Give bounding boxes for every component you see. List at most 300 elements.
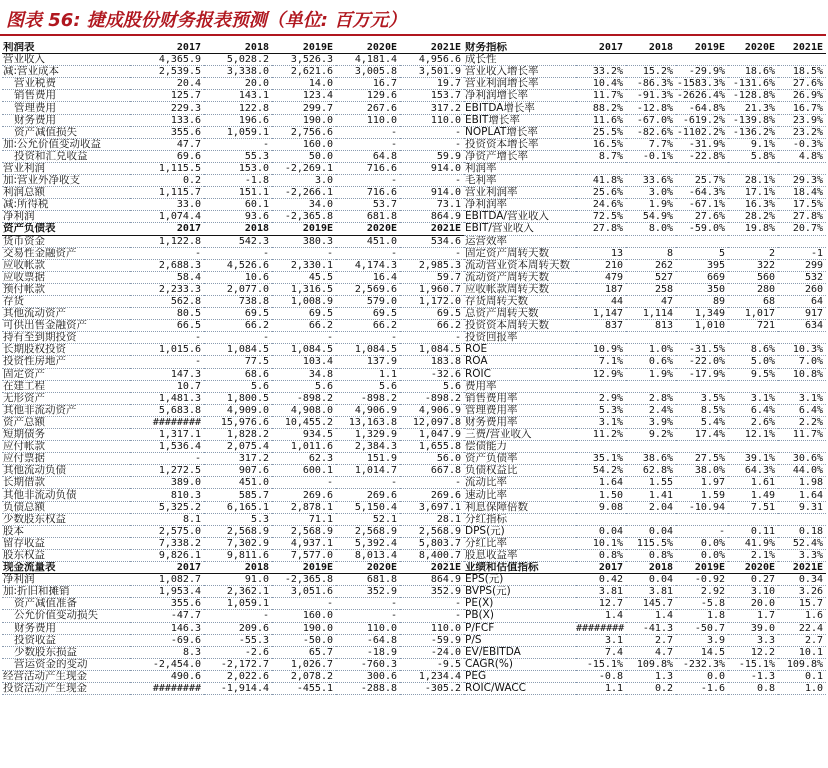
left-table-row: [2, 537, 464, 549]
value-cell: -32.6: [400, 368, 464, 380]
value-cell: 44.0%: [778, 465, 826, 477]
row-label: 管理费用率: [464, 404, 576, 416]
value-cell: -: [676, 525, 728, 537]
value-cell: -: [400, 477, 464, 489]
right-table-row: [464, 138, 826, 150]
value-cell: 69.5: [400, 308, 464, 320]
value-cell: [676, 441, 728, 453]
value-cell: 0.8: [728, 682, 778, 694]
right-table-row: [464, 525, 826, 537]
value-cell: 1,017: [728, 308, 778, 320]
right-table-row: [464, 586, 826, 598]
row-label: P/S: [464, 634, 576, 646]
value-cell: -41.3: [626, 622, 676, 634]
value-cell: 143.1: [204, 90, 272, 102]
value-cell: 27.5%: [676, 453, 728, 465]
value-cell: 151.9: [336, 453, 400, 465]
left-table-row: [2, 187, 464, 199]
row-label: 财务费用: [2, 114, 130, 126]
value-cell: 2021E: [400, 562, 464, 574]
value-cell: 2,568.9: [336, 525, 400, 537]
row-label: 短期债务: [2, 429, 130, 441]
row-label: 在建工程: [2, 380, 130, 392]
value-cell: 669: [676, 271, 728, 283]
value-cell: 47: [626, 295, 676, 307]
value-cell: 4,906.9: [400, 404, 464, 416]
value-cell: 160.0: [272, 138, 336, 150]
value-cell: 4,908.0: [272, 404, 336, 416]
value-cell: 810.3: [130, 489, 204, 501]
value-cell: 18.6%: [728, 66, 778, 78]
row-label: 营业利润率: [464, 187, 576, 199]
right-table-row: [464, 223, 826, 235]
row-label: ROA: [464, 356, 576, 368]
left-table-row: [2, 465, 464, 477]
value-cell: 4.7: [626, 646, 676, 658]
row-label: 投资活动产生现金: [2, 682, 130, 694]
value-cell: 196.6: [204, 114, 272, 126]
value-cell: 58.4: [130, 271, 204, 283]
value-cell: 59.9: [400, 150, 464, 162]
right-table-row: [464, 90, 826, 102]
value-cell: 2,568.9: [204, 525, 272, 537]
left-table-row: [2, 102, 464, 114]
right-table-row: [464, 574, 826, 586]
value-cell: 0.8%: [576, 549, 626, 561]
value-cell: [778, 441, 826, 453]
value-cell: 27.6%: [676, 211, 728, 223]
value-cell: 1.41: [626, 489, 676, 501]
value-cell: -15.1%: [576, 658, 626, 670]
value-cell: 1,084.5: [204, 344, 272, 356]
row-label: 投资回报率: [464, 332, 576, 344]
value-cell: 269.6: [336, 489, 400, 501]
value-cell: 1.97: [676, 477, 728, 489]
value-cell: 721: [728, 320, 778, 332]
row-label: 净利润增长率: [464, 90, 576, 102]
value-cell: 109.8%: [626, 658, 676, 670]
value-cell: [576, 332, 626, 344]
value-cell: -24.0: [400, 646, 464, 658]
value-cell: -47.7: [130, 610, 204, 622]
value-cell: 1.3: [626, 670, 676, 682]
value-cell: -22.8%: [676, 150, 728, 162]
value-cell: 5,392.4: [336, 537, 400, 549]
row-label: 长期股权投资: [2, 344, 130, 356]
right-table-row: [464, 429, 826, 441]
value-cell: 579.0: [336, 295, 400, 307]
left-table-row: [2, 126, 464, 138]
value-cell: 2: [728, 247, 778, 259]
value-cell: 5.3: [204, 513, 272, 525]
value-cell: -: [336, 598, 400, 610]
value-cell: 3.5%: [676, 392, 728, 404]
value-cell: [576, 513, 626, 525]
value-cell: -69.6: [130, 634, 204, 646]
left-table-row: [2, 477, 464, 489]
left-table-row: [2, 235, 464, 247]
value-cell: 300.6: [336, 670, 400, 682]
right-table-row: [464, 404, 826, 416]
value-cell: 380.3: [272, 235, 336, 247]
value-cell: 33.0: [130, 199, 204, 211]
value-cell: 10.9%: [576, 344, 626, 356]
row-label: EBITDA增长率: [464, 102, 576, 114]
value-cell: 54.9%: [626, 211, 676, 223]
value-cell: 4,937.1: [272, 537, 336, 549]
value-cell: -2626.4%: [676, 90, 728, 102]
value-cell: 914.0: [400, 187, 464, 199]
value-cell: 2018: [204, 562, 272, 574]
left-table-row: [2, 356, 464, 368]
value-cell: 4,909.0: [204, 404, 272, 416]
value-cell: -: [400, 138, 464, 150]
value-cell: 352.9: [400, 586, 464, 598]
value-cell: 355.6: [130, 598, 204, 610]
row-label: 股东权益: [2, 549, 130, 561]
value-cell: 153.0: [204, 162, 272, 174]
value-cell: -: [336, 610, 400, 622]
value-cell: 267.6: [336, 102, 400, 114]
value-cell: 1.8: [676, 610, 728, 622]
value-cell: 600.1: [272, 465, 336, 477]
value-cell: 18.5%: [778, 66, 826, 78]
left-table-row: [2, 380, 464, 392]
value-cell: 12.2: [728, 646, 778, 658]
row-label: 速动比率: [464, 489, 576, 501]
value-cell: 1,960.7: [400, 283, 464, 295]
value-cell: 20.7%: [778, 223, 826, 235]
value-cell: 3,338.0: [204, 66, 272, 78]
row-label: 流动比率: [464, 477, 576, 489]
row-label: 留存收益: [2, 537, 130, 549]
value-cell: 2.1%: [728, 549, 778, 561]
value-cell: 1.0%: [626, 344, 676, 356]
value-cell: 15.2%: [626, 66, 676, 78]
value-cell: 1.4: [626, 610, 676, 622]
value-cell: 2.8%: [626, 392, 676, 404]
row-label: 营业税费: [2, 78, 130, 90]
left-table-row: [2, 320, 464, 332]
row-label: EV/EBITDA: [464, 646, 576, 658]
value-cell: 0.0%: [676, 537, 728, 549]
row-label: PEG: [464, 670, 576, 682]
value-cell: 69.5: [204, 308, 272, 320]
value-cell: 16.5%: [576, 138, 626, 150]
value-cell: 1,122.8: [130, 235, 204, 247]
value-cell: -: [204, 332, 272, 344]
value-cell: 8.1: [130, 513, 204, 525]
row-label: 现金流量表: [2, 562, 130, 574]
value-cell: 258: [626, 283, 676, 295]
value-cell: 209.6: [204, 622, 272, 634]
value-cell: 1,329.9: [336, 429, 400, 441]
value-cell: 88.2%: [576, 102, 626, 114]
value-cell: [676, 54, 728, 66]
value-cell: 5.0%: [728, 356, 778, 368]
row-label: EBITDA/营业收入: [464, 211, 576, 223]
value-cell: [626, 235, 676, 247]
value-cell: 4,181.4: [336, 54, 400, 66]
left-table-row: [2, 199, 464, 211]
left-table-row: [2, 416, 464, 428]
left-table-row: [2, 525, 464, 537]
right-table-row: [464, 235, 826, 247]
left-table-body: [2, 42, 464, 695]
value-cell: 280: [728, 283, 778, 295]
value-cell: 269.6: [400, 489, 464, 501]
value-cell: 4,526.6: [204, 259, 272, 271]
value-cell: 3,526.3: [272, 54, 336, 66]
value-cell: 2.7: [626, 634, 676, 646]
value-cell: 25.7%: [676, 175, 728, 187]
value-cell: 28.1%: [728, 175, 778, 187]
value-cell: 28.2%: [728, 211, 778, 223]
value-cell: 125.7: [130, 90, 204, 102]
value-cell: -15.1%: [728, 658, 778, 670]
row-label: 少数股东权益: [2, 513, 130, 525]
value-cell: 44: [576, 295, 626, 307]
row-label: 应收帐款周转天数: [464, 283, 576, 295]
value-cell: 681.8: [336, 574, 400, 586]
value-cell: 2.04: [626, 501, 676, 513]
value-cell: 5,150.4: [336, 501, 400, 513]
value-cell: 1,481.3: [130, 392, 204, 404]
value-cell: -31.5%: [676, 344, 728, 356]
value-cell: 2019E: [272, 223, 336, 235]
value-cell: -1.6: [676, 682, 728, 694]
row-label: 净利润率: [464, 199, 576, 211]
value-cell: 1.98: [778, 477, 826, 489]
value-cell: 2,077.0: [204, 283, 272, 295]
value-cell: 1,015.6: [130, 344, 204, 356]
row-label: P/FCF: [464, 622, 576, 634]
value-cell: 137.9: [336, 356, 400, 368]
value-cell: 21.3%: [728, 102, 778, 114]
value-cell: 39.0: [728, 622, 778, 634]
left-table-row: [2, 574, 464, 586]
value-cell: -86.3%: [626, 78, 676, 90]
value-cell: 1,316.5: [272, 283, 336, 295]
value-cell: -898.2: [336, 392, 400, 404]
value-cell: 2020E: [336, 42, 400, 54]
value-cell: 8.3: [130, 646, 204, 658]
value-cell: 38.6%: [626, 453, 676, 465]
value-cell: 0.34: [778, 574, 826, 586]
value-cell: 122.8: [204, 102, 272, 114]
value-cell: 10.4%: [576, 78, 626, 90]
value-cell: -: [400, 247, 464, 259]
value-cell: 2.9%: [576, 392, 626, 404]
left-table-row: [2, 586, 464, 598]
value-cell: 3.1%: [728, 392, 778, 404]
left-table-row: [2, 223, 464, 235]
right-table-row: [464, 320, 826, 332]
right-table-row: [464, 344, 826, 356]
value-cell: 1,084.5: [336, 344, 400, 356]
value-cell: 2017: [130, 562, 204, 574]
value-cell: 1,172.0: [400, 295, 464, 307]
left-statements-table: [2, 42, 464, 695]
right-table-row: [464, 42, 826, 54]
row-label: 资产负债表: [2, 223, 130, 235]
value-cell: 3,005.8: [336, 66, 400, 78]
value-cell: [626, 513, 676, 525]
right-table-row: [464, 392, 826, 404]
value-cell: 11.7%: [576, 90, 626, 102]
value-cell: -12.8%: [626, 102, 676, 114]
value-cell: 50.0: [272, 150, 336, 162]
row-label: ROIC: [464, 368, 576, 380]
value-cell: 12.1%: [728, 429, 778, 441]
value-cell: 451.0: [336, 235, 400, 247]
value-cell: -55.3: [204, 634, 272, 646]
value-cell: [676, 380, 728, 392]
value-cell: 317.2: [400, 102, 464, 114]
value-cell: -2,454.0: [130, 658, 204, 670]
value-cell: 917: [778, 308, 826, 320]
value-cell: 10.3%: [778, 344, 826, 356]
row-label: 加:公允价值变动收益: [2, 138, 130, 150]
value-cell: 34.0: [272, 199, 336, 211]
value-cell: 47.7: [130, 138, 204, 150]
row-label: 偿债能力: [464, 441, 576, 453]
value-cell: -: [130, 356, 204, 368]
row-label: 财务费用: [2, 622, 130, 634]
value-cell: 6.4%: [778, 404, 826, 416]
row-label: 净利润: [2, 574, 130, 586]
value-cell: 77.5: [204, 356, 272, 368]
value-cell: [778, 332, 826, 344]
value-cell: 299: [778, 259, 826, 271]
value-cell: 1,114: [626, 308, 676, 320]
value-cell: 14.5: [676, 646, 728, 658]
value-cell: 1.61: [728, 477, 778, 489]
value-cell: 562.8: [130, 295, 204, 307]
right-table-row: [464, 175, 826, 187]
value-cell: 12.7: [576, 598, 626, 610]
value-cell: 1.55: [626, 477, 676, 489]
value-cell: 1.1: [336, 368, 400, 380]
right-table-row: [464, 658, 826, 670]
value-cell: 1,008.9: [272, 295, 336, 307]
value-cell: 527: [626, 271, 676, 283]
left-table-row: [2, 259, 464, 271]
left-table-row: [2, 658, 464, 670]
row-label: 持有至到期投资: [2, 332, 130, 344]
row-label: 投资收益: [2, 634, 130, 646]
row-label: 营业利润增长率: [464, 78, 576, 90]
value-cell: -: [400, 598, 464, 610]
value-cell: 2.7: [778, 634, 826, 646]
value-cell: 2.92: [676, 586, 728, 598]
row-label: 加:营业外净收支: [2, 175, 130, 187]
value-cell: 71.1: [272, 513, 336, 525]
left-table-row: [2, 344, 464, 356]
value-cell: 5,325.2: [130, 501, 204, 513]
value-cell: 8.5%: [676, 404, 728, 416]
value-cell: 532: [778, 271, 826, 283]
value-cell: -1.3: [728, 670, 778, 682]
value-cell: [728, 235, 778, 247]
value-cell: 17.1%: [728, 187, 778, 199]
value-cell: 89: [676, 295, 728, 307]
value-cell: 1.49: [728, 489, 778, 501]
right-table-row: [464, 477, 826, 489]
row-label: BVPS(元): [464, 586, 576, 598]
value-cell: -: [336, 247, 400, 259]
value-cell: 28.1: [400, 513, 464, 525]
left-table-row: [2, 283, 464, 295]
value-cell: 2019E: [676, 42, 728, 54]
value-cell: [728, 54, 778, 66]
value-cell: -59.0%: [676, 223, 728, 235]
value-cell: 6,165.1: [204, 501, 272, 513]
value-cell: 2,075.4: [204, 441, 272, 453]
value-cell: 35.1%: [576, 453, 626, 465]
value-cell: 2,568.9: [400, 525, 464, 537]
value-cell: 2019E: [676, 562, 728, 574]
row-label: 加:折旧和摊销: [2, 586, 130, 598]
value-cell: -760.3: [336, 658, 400, 670]
value-cell: 0.0%: [676, 549, 728, 561]
value-cell: -0.1%: [626, 150, 676, 162]
row-label: 财务费用率: [464, 416, 576, 428]
value-cell: 934.5: [272, 429, 336, 441]
row-label: 应收票据: [2, 271, 130, 283]
value-cell: -50.7: [676, 622, 728, 634]
value-cell: 18.4%: [778, 187, 826, 199]
value-cell: 68.6: [204, 368, 272, 380]
value-cell: 34.8: [272, 368, 336, 380]
value-cell: 16.3%: [728, 199, 778, 211]
value-cell: -: [336, 175, 400, 187]
value-cell: 15,976.6: [204, 416, 272, 428]
value-cell: -: [130, 453, 204, 465]
right-table-row: [464, 162, 826, 174]
row-label: 少数股东损益: [2, 646, 130, 658]
value-cell: -31.9%: [676, 138, 728, 150]
value-cell: [676, 332, 728, 344]
value-cell: -2,365.8: [272, 574, 336, 586]
value-cell: 1,059.1: [204, 598, 272, 610]
value-cell: -1583.3%: [676, 78, 728, 90]
row-label: 总资产周转天数: [464, 308, 576, 320]
left-table-row: [2, 562, 464, 574]
value-cell: 20.0: [728, 598, 778, 610]
row-label: 投资性房地产: [2, 356, 130, 368]
row-label: 营业收入增长率: [464, 66, 576, 78]
value-cell: 64.3%: [728, 465, 778, 477]
value-cell: 68: [728, 295, 778, 307]
right-table-row: [464, 489, 826, 501]
value-cell: 1,828.2: [204, 429, 272, 441]
value-cell: 355.6: [130, 126, 204, 138]
row-label: 流动资产周转天数: [464, 271, 576, 283]
value-cell: 62.3: [272, 453, 336, 465]
right-table-row: [464, 187, 826, 199]
value-cell: 4,365.9: [130, 54, 204, 66]
value-cell: 3.81: [626, 586, 676, 598]
right-table-row: [464, 356, 826, 368]
value-cell: 3.1%: [576, 416, 626, 428]
value-cell: 2021E: [778, 42, 826, 54]
value-cell: 17.5%: [778, 199, 826, 211]
value-cell: -305.2: [400, 682, 464, 694]
value-cell: 534.6: [400, 235, 464, 247]
row-label: EBIT增长率: [464, 114, 576, 126]
value-cell: 66.2: [272, 320, 336, 332]
